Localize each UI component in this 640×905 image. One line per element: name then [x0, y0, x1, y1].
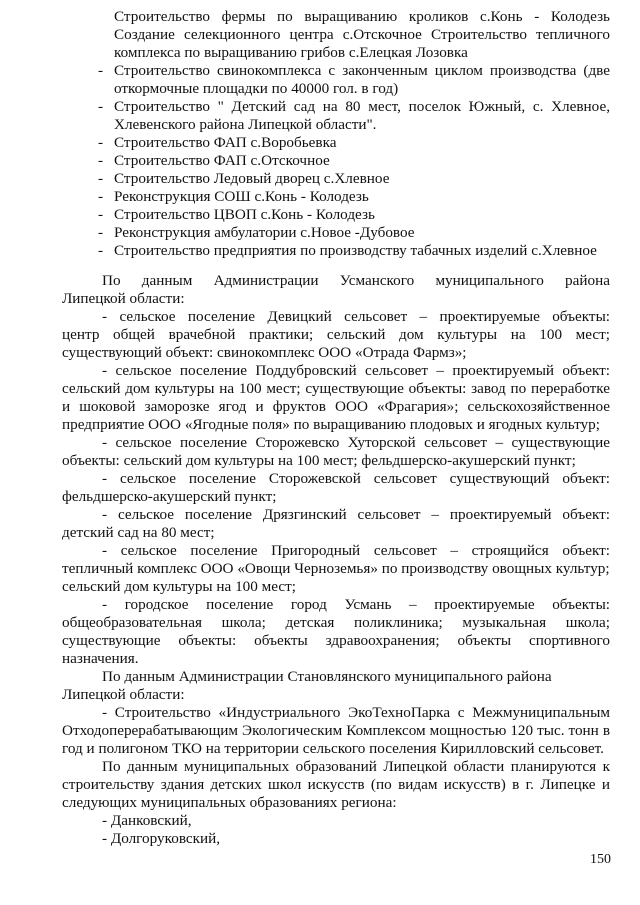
bullet-text [114, 152, 610, 170]
bullet-text [114, 98, 610, 134]
bullet-line: Строительство ФАП с.Воробьевка [114, 134, 337, 151]
bullet-line: Строительство " Детский сад на 80 мест, поселок Южный, с. Хлевное, [114, 98, 610, 115]
bullet-item [62, 134, 610, 152]
body-line: существующий объект: свинокомплекс ООО «Отрада Фармз»; [62, 344, 467, 361]
bullet-item [62, 206, 610, 224]
body-text [62, 272, 610, 848]
bullet-text [114, 206, 610, 224]
body-line: год и полигоном ТКО на территории сельского поселения Кирилловский сельсовет. [62, 740, 604, 757]
bullet-item [62, 152, 610, 170]
body-line: - Строительство «Индустриального ЭкоТехноПарка с Межмуниципальным [102, 704, 610, 721]
bullet-line: Реконструкция СОШ с.Конь - Колодезь [114, 188, 369, 205]
bullet-line: Хлевенского района Липецкой области". [114, 116, 377, 133]
bullet-line: откормочные площадки по 40000 гол. в год) [114, 80, 399, 97]
body-line: Липецкой области: [62, 290, 185, 307]
bullet-dash: - [98, 134, 104, 151]
intro-line: Создание селекционного центра с.Отскочное Строительство тепличного [114, 26, 610, 43]
bullet-dash: - [98, 224, 104, 241]
body-line: По данным Администрации Усманского муниципального района [102, 272, 610, 289]
bullet-dash: - [98, 62, 104, 79]
body-line: назначения. [62, 650, 139, 667]
body-line: Липецкой области: [62, 686, 185, 703]
bullet-dash: - [98, 242, 104, 259]
body-line: сельский дом культуры на 100 мест; [62, 578, 296, 595]
bullet-item [62, 224, 610, 242]
body-line: строительству здания детских школ искусств (по видам искусств) в г. Липецке и [62, 776, 610, 793]
body-line: - сельское поселение Пригородный сельсовет – строящийся объект: [102, 542, 610, 559]
bullet-text [114, 242, 610, 260]
body-line: объекты: сельский дом культуры на 100 мест; фельдшерско-акушерский пункт; [62, 452, 576, 469]
bullet-item [62, 62, 610, 98]
bullet-text [114, 170, 610, 188]
bullet-line: Реконструкция амбулатории с.Новое -Дубовое [114, 224, 415, 241]
bullet-item [62, 170, 610, 188]
bullet-text [114, 62, 610, 98]
body-line: - сельское поселение Сторожевско Хуторской сельсовет – существующие [102, 434, 610, 451]
body-line: общеобразовательная школа; детская поликлиника; музыкальная школа; [62, 614, 610, 631]
body-line: тепличный комплекс ООО «Овощи Черноземья» по производству овощных культур; [62, 560, 610, 577]
bullet-line: Строительство ФАП с.Отскочное [114, 152, 330, 169]
body-line: предприятие ООО «Ягодные поля» по выращиванию плодовых и ягодных культур; [62, 416, 600, 433]
bullet-line: Строительство Ледовый дворец с.Хлевное [114, 170, 390, 187]
body-line: фельдшерско-акушерский пункт; [62, 488, 277, 505]
body-line: - Данковский, [102, 812, 192, 829]
body-line: центр общей врачебной практики; сельский дом культуры на 100 мест; [62, 326, 610, 343]
intro-line: комплекса по выращиванию грибов с.Елецкая Лозовка [114, 44, 468, 61]
bullet-dash: - [98, 98, 104, 115]
body-line: сельский дом культуры на 100 мест; существующие объекты: завод по переработке [62, 380, 610, 397]
bullet-text [114, 188, 610, 206]
bullet-line: Строительство свинокомплекса с законченным циклом производства (две [114, 62, 610, 79]
bullet-item [62, 188, 610, 206]
body-line: следующих муниципальных образованиях региона: [62, 794, 397, 811]
body-line: - сельское поселение Девицкий сельсовет – проектируемые объекты: [102, 308, 610, 325]
body-line: и шоковой заморозке ягод и фруктов ООО «Фрагария»; сельскохозяйственное [62, 398, 610, 415]
body-line: - сельское поселение Сторожевской сельсовет существующий объект: [102, 470, 610, 487]
bullet-dash: - [98, 188, 104, 205]
body-line: детский сад на 80 мест; [62, 524, 215, 541]
body-line: - сельское поселение Дрязгинский сельсовет – проектируемый объект: [102, 506, 610, 523]
body-line: По данным муниципальных образований Липецкой области планируются к [102, 758, 610, 775]
intro-line: Строительство фермы по выращиванию кроликов с.Конь - Колодезь [114, 8, 610, 25]
bullet-text [114, 134, 610, 152]
bullet-item [62, 242, 610, 260]
body-line: Отходоперерабатывающим Экологическим Комплексом мощностью 120 тыс. тонн в [62, 722, 610, 739]
body-line: существующие объекты: объекты здравоохранения; объекты спортивного [62, 632, 610, 649]
bullet-dash: - [98, 206, 104, 223]
bullet-text [114, 224, 610, 242]
bullet-line: Строительство ЦВОП с.Конь - Колодезь [114, 206, 375, 223]
bullet-dash: - [98, 170, 104, 187]
bullet-line: Строительство предприятия по производству табачных изделий с.Хлевное [114, 242, 597, 259]
body-line: - сельское поселение Поддубровский сельсовет – проектируемый объект: [102, 362, 610, 379]
bullet-list [62, 62, 610, 260]
body-line: - Долгоруковский, [102, 830, 221, 847]
body-line: - городское поселение город Усмань – проектируемые объекты: [102, 596, 610, 613]
bullet-item [62, 98, 610, 134]
bullet-dash: - [98, 152, 104, 169]
intro-block [62, 8, 610, 62]
page-number: 150 [590, 852, 611, 867]
body-line: По данным Администрации Становлянского муниципального района [102, 668, 552, 685]
